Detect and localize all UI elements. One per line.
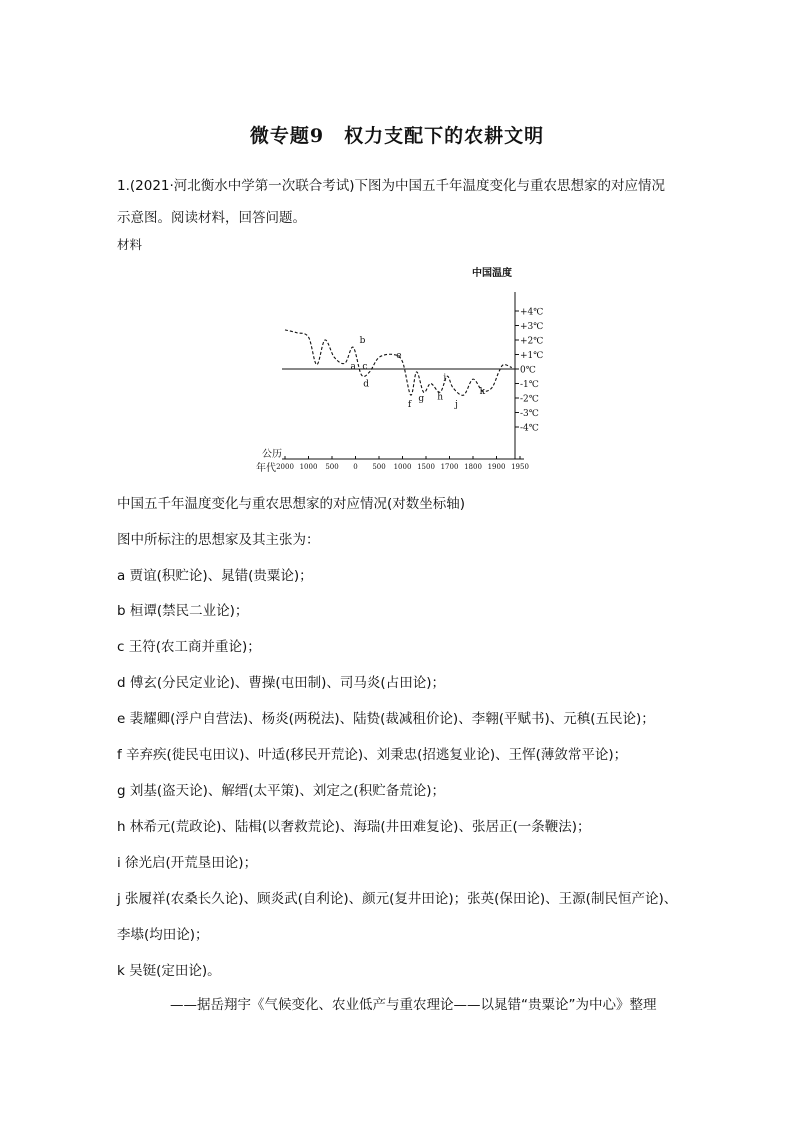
thinker-item-j: j 张履祥(农桑长久论)、顾炎武(自利论)、颜元(复井田论)；张英(保田论)、王源(制民恒产论)、 <box>117 891 678 907</box>
chart-caption: 中国五千年温度变化与重农思想家的对应情况(对数坐标轴) <box>117 496 466 512</box>
y-tick-label: -3℃ <box>520 409 539 419</box>
x-tick-label: 1500 <box>417 463 435 471</box>
annotation-h: h <box>437 392 443 403</box>
source-citation: ——据岳翔宇《气候变化、农业低产与重农理论——以晁错“贵粟论”为中心》整理 <box>170 997 657 1013</box>
y-tick-label: +2℃ <box>520 336 544 347</box>
chart-title: 中国温度 <box>472 268 512 279</box>
title-topic-number: 微专题9 <box>249 125 325 147</box>
thinker-item-g: g 刘基(盗天论)、解缙(太平策)、刘定之(积贮备荒论)； <box>117 783 445 799</box>
x-tick-label: 1000 <box>299 463 318 471</box>
y-tick-label: +4℃ <box>520 307 544 318</box>
x-tick-label: 2000 <box>276 463 294 471</box>
x-tick-label: 0 <box>353 463 358 471</box>
x-tick-label: 500 <box>325 463 339 471</box>
x-tick-label: 1700 <box>440 463 459 471</box>
x-tick-label: 1800 <box>464 463 482 471</box>
thinker-item-j-continued: 李塨(均田论)； <box>117 927 209 943</box>
thinker-item-a: a 贾谊(积贮论)、晁错(贵粟论)； <box>117 568 313 584</box>
annotation-f: f <box>407 399 412 410</box>
x-axis-label-line2: 年代 <box>256 463 276 474</box>
x-tick-label: 1900 <box>487 463 506 471</box>
y-tick-label: 0℃ <box>520 365 536 376</box>
y-tick-label: -4℃ <box>520 423 539 434</box>
x-tick-label: 1950 <box>511 463 529 471</box>
thinker-item-e: e 裴耀卿(浮户自营法)、杨炎(两税法)、陆贽(裁减租价论)、李翱(平赋书)、元稹(五民论)； <box>117 711 655 727</box>
y-tick-label: +1℃ <box>520 351 544 361</box>
annotation-c: c <box>362 362 368 373</box>
thinker-item-i: i 徐光启(开荒垦田论)； <box>117 855 258 871</box>
thinker-intro: 图中所标注的思想家及其主张为： <box>117 532 320 548</box>
y-tick-label: +3℃ <box>520 322 544 332</box>
temperature-chart <box>252 262 552 477</box>
thinker-item-f: f 辛弃疾(徙民屯田议)、叶适(移民开荒论)、刘秉忠(招逃复业论)、王恽(薄敛常平论)； <box>117 747 628 763</box>
thinker-item-h: h 林希元(荒政论)、陆楫(以奢救荒论)、海瑞(井田难复论)、张居正(一条鞭法)； <box>117 819 591 835</box>
thinker-item-k: k 吴铤(定田论)。 <box>117 963 221 979</box>
annotation-b: b <box>359 336 366 346</box>
temperature-curve <box>285 330 512 395</box>
thinker-item-d: d 傅玄(分民定业论)、曹操(屯田制)、司马炎(占田论)； <box>117 675 445 691</box>
question-line-1: 1.(2021·河北衡水中学第一次联合考试)下图为中国五千年温度变化与重农思想家的对应情况 <box>117 178 666 194</box>
title-topic-name: 权力支配下的农耕文明 <box>344 125 545 147</box>
annotation-j: j <box>455 399 458 410</box>
x-tick-label: 1000 <box>393 463 412 471</box>
thinker-item-c: c 王符(农工商并重论)； <box>117 639 261 655</box>
question-line-2: 示意图。阅读材料，回答问题。 <box>117 210 306 226</box>
x-tick-label: 500 <box>372 463 386 471</box>
x-axis-label-line1: 公历 <box>262 449 282 460</box>
annotation-g: g <box>418 394 425 404</box>
annotation-d: d <box>363 379 369 390</box>
annotation-a: a <box>350 362 356 373</box>
y-tick-label: -1℃ <box>520 380 539 390</box>
y-tick-label: -2℃ <box>520 394 539 405</box>
material-label: 材料 <box>117 237 143 252</box>
page-title <box>0 121 794 148</box>
annotation-k: k <box>479 386 486 397</box>
annotation-i: i <box>443 373 447 384</box>
annotation-e: e <box>396 351 402 362</box>
thinker-item-b: b 桓谭(禁民二业论)； <box>117 603 249 619</box>
